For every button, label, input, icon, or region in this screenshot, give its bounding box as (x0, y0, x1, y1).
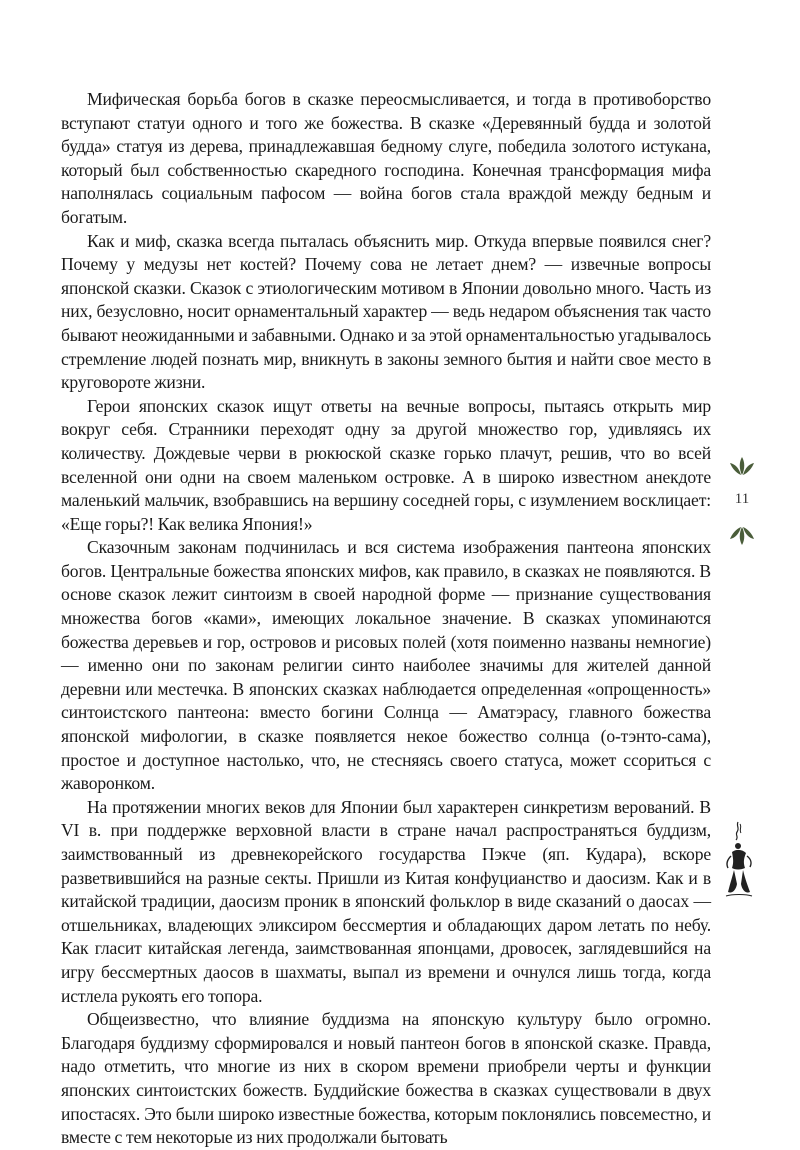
paragraph-5: На протяжении многих веков для Японии был характерен синкретизм верований. В VI в. при поддержке верховной власти в стране начал распространяться буддизм, заимствованный из древнекорейского государства Пэкче (яп. Кудара), вскоре разветвившийся на разные секты. Пришли из Китая конфуцианство и даосизм. Как и в китайской традиции, даосизм проник в японский фольклор в виде сказаний о даосах — отшельниках, владеющих эликсиром бессмертия и обладающих даром летать по небу. Как гласит китайская легенда, заимствованная японцами, дровосек, заглядевшийся на игру бессмертных даосов в шахматы, выпал из времени и очнулся лишь тогда, когда истлела рукоять его топора. (61, 796, 711, 1006)
page-number: 11 (734, 491, 750, 507)
paragraph-3: Герои японских сказок ищут ответы на вечные вопросы, пытаясь открыть мир вокруг себя. Странники переходят одну за другой множество гор, удивляясь их количеству. Дождевые черви в рюкюской сказке горько плачут, решив, что во всей вселенной они одни на своем маленьком островке. А в широко известном анекдоте маленький мальчик, взобравшись на вершину соседней горы, с изумлением восклицает: «Еще горы?! Как велика Япония!» (61, 395, 711, 534)
lotus-leaf-icon (728, 525, 756, 547)
paragraph-1: Мифическая борьба богов в сказке переосмысливается, и тогда в противоборство вступают статуи одного и того же божества. В сказке «Деревянный будда и золотой будда» статуя из дерева, принадлежавшая бедному слуге, победила золотого истукана, который был собственностью скаредного господина. Конечная трансформация мифа наполнялась социальным пафосом — война богов стала враждой между бедным и богатым. (61, 89, 711, 227)
lotus-leaf-icon (728, 455, 756, 477)
body-text (61, 88, 711, 1150)
paragraph-4: Сказочным законам подчинилась и вся система изображения пантеона японских богов. Центральные божества японских мифов, как правило, в сказках не появляются. В основе сказок лежит синтоизм в своей народной форме — признание существования множества богов «ками», имеющих локальное значение. В сказках упоминаются божества деревьев и гор, островов и рисовых полей (хотя поименно названы немногие) — именно они по законам религии синто наиболее значимы для жителей данной деревни или местечка. В японских сказках наблюдается определенная «опрощенность» синтоистского пантеона: вместо богини Солнца — Аматэрасу, главного божества японской мифологии, в сказке появляется некое божество солнца (о-тэнто-сама), простое и доступное настолько, что, не стесняясь своего статуса, может ссориться с жаворонком. (61, 537, 711, 794)
paragraph-6: Общеизвестно, что влияние буддизма на японскую культуру было огромно. Благодаря буддизму сформировался и новый пантеон богов в японской сказке. Правда, надо отметить, что многие из них в скором времени приобрели черты и функции японских синтоистских божеств. Буддийские божества в сказках существовали в двух ипостасях. Это были широко известные божества, которым поклонялись повсеместно, и вместе с тем некоторые из них продолжали бытовать (61, 1009, 711, 1148)
paragraph-2: Как и миф, сказка всегда пыталась объяснить мир. Откуда впервые появился снег? Почему у медузы нет костей? Почему сова не летает днем? — извечные вопросы японской сказки. Сказок с этиологическим мотивом в Японии довольно много. Часть из них, безусловно, носит орнаментальный характер — ведь недаром объяснения так часто бывают неожиданными и забавными. Однако и за этой орнаментальностью угадывалось стремление людей познать мир, вникнуть в законы земного бытия и найти свое место в круговороте жизни. (61, 230, 711, 393)
ink-figure-icon (722, 818, 756, 900)
